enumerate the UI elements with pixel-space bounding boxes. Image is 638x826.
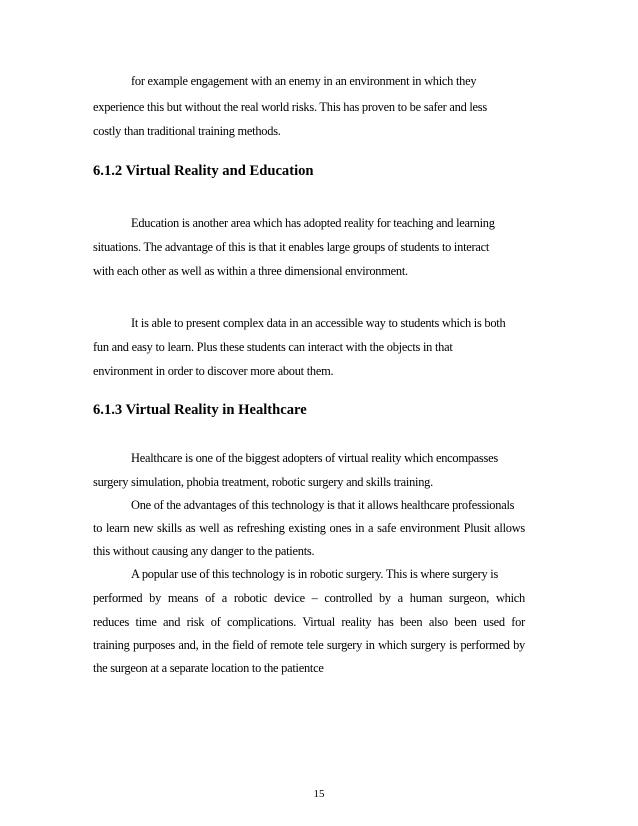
- text-line: fun and easy to learn. Plus these students can interact with the objects in that: [93, 340, 453, 354]
- text-line: to learn new skills as well as refreshing existing ones in a safe environment Plusit allows: [93, 521, 525, 535]
- text-line: costly than traditional training methods.: [93, 124, 281, 138]
- section-heading-612: 6.1.2 Virtual Reality and Education: [93, 163, 314, 179]
- text-line: with each other as well as within a three dimensional environment.: [93, 264, 408, 278]
- text-line: It is able to present complex data in an accessible way to students which is both: [131, 316, 506, 330]
- text-line: for example engagement with an enemy in an environment in which they: [131, 74, 477, 88]
- text-line: Healthcare is one of the biggest adopters of virtual reality which encompasses: [131, 451, 498, 465]
- text-line: surgery simulation, phobia treatment, robotic surgery and skills training.: [93, 475, 433, 489]
- text-line: the surgeon at a separate location to the patientce: [93, 661, 324, 675]
- text-line: environment in order to discover more about them.: [93, 364, 334, 378]
- text-line: reduces time and risk of complications. Virtual reality has been also been used for: [93, 615, 525, 629]
- page-number: 15: [313, 788, 325, 800]
- text-line: this without causing any danger to the patients.: [93, 544, 315, 558]
- text-line: Education is another area which has adopted reality for teaching and learning: [131, 216, 495, 230]
- text-line: One of the advantages of this technology is that it allows healthcare professionals: [131, 498, 515, 512]
- text-line: situations. The advantage of this is that it enables large groups of students to interact: [93, 240, 490, 254]
- text-line: A popular use of this technology is in robotic surgery. This is where surgery is: [131, 567, 499, 581]
- text-line: experience this but without the real world risks. This has proven to be safer and less: [93, 100, 487, 114]
- text-line: performed by means of a robotic device – controlled by a human surgeon, which: [93, 591, 525, 605]
- section-heading-613: 6.1.3 Virtual Reality in Healthcare: [93, 402, 307, 418]
- text-line: training purposes and, in the field of remote tele surgery in which surgery is performed by: [93, 638, 525, 652]
